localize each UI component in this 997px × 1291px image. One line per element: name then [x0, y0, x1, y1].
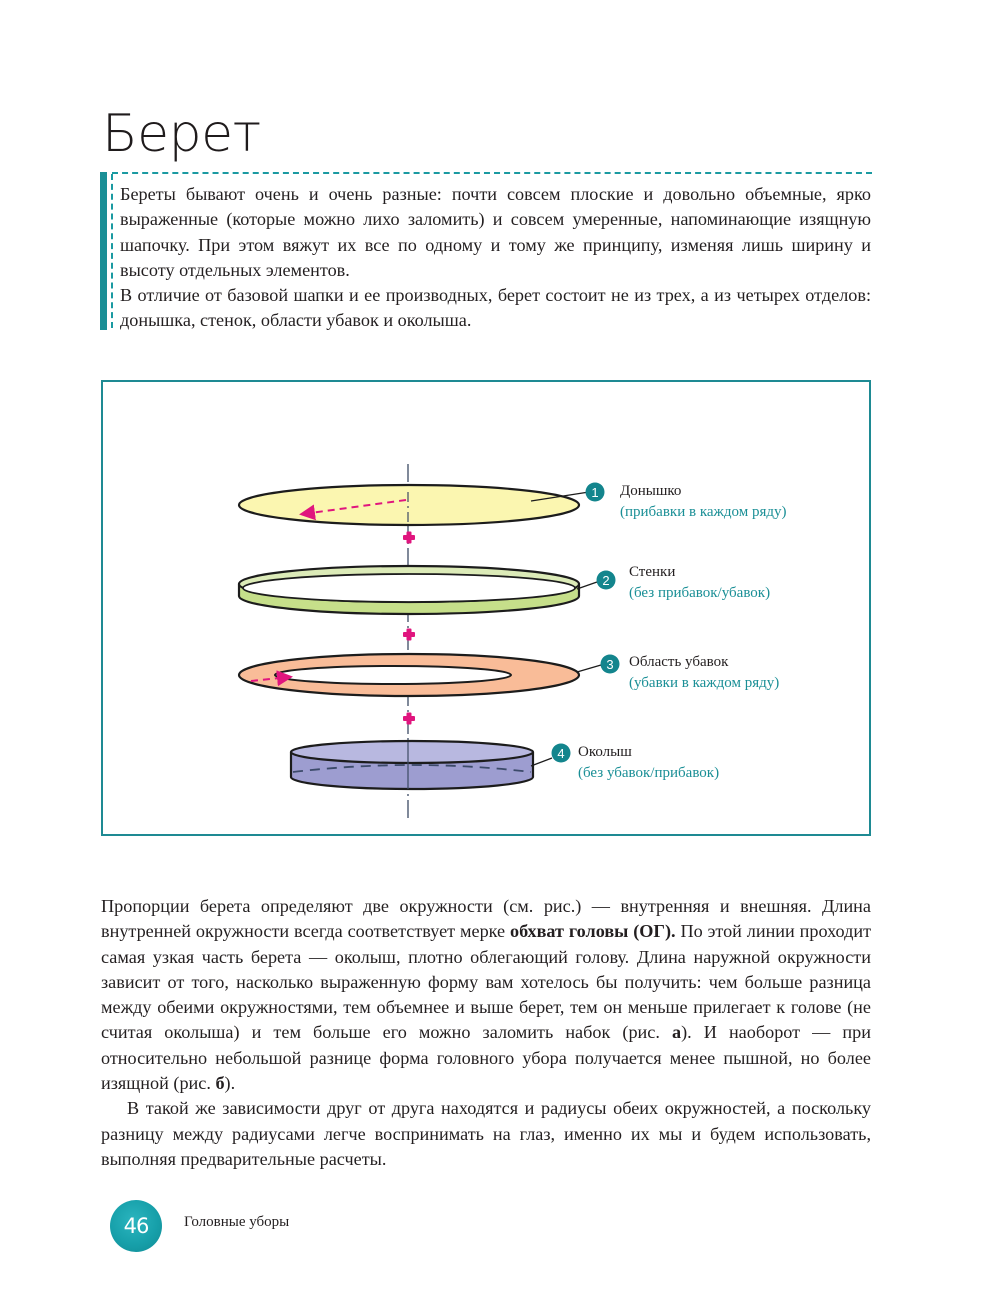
running-title: Головные уборы — [184, 1214, 290, 1230]
intro-callout — [100, 172, 872, 330]
part-label-decreases — [629, 652, 779, 694]
walls-band-shape — [239, 566, 579, 614]
part-label-walls — [629, 562, 770, 604]
body-text — [101, 894, 871, 1172]
text-run: По этой линии проходит самая узкая часть берета — околыш, плотно облегающий голову. Длина наружной окружности зависит от того, насколько выраженную форму вам хотелось бы получить: чем больше разница между обеими окружностями, тем объемнее и выше берет, тем он меньше прилегает к голове (не считая околыша) и тем больше его можно заломить набок (рис. — [101, 921, 872, 1043]
beret-parts-figure — [101, 380, 871, 836]
svg-text:3: 3 — [606, 657, 614, 672]
callout-accent-bar — [100, 172, 107, 330]
decrease-ring-shape — [239, 654, 579, 696]
plus-icon — [403, 629, 415, 641]
term-head-circumference: обхват головы (ОГ). — [510, 921, 676, 942]
body-paragraph-2: В такой же зависимости друг от друга находятся и радиусы обеих окружностей, а поскольку разницу между радиусами легче воспринимать на глаз, именно их мы и будем использовать, выполняя предварительные расчеты. — [101, 1098, 871, 1169]
number-badge-2 — [597, 571, 616, 590]
page-title: Берет — [102, 104, 261, 164]
svg-text:1: 1 — [591, 485, 599, 500]
text-run: ). — [224, 1073, 236, 1094]
leader-line — [577, 665, 601, 672]
body-paragraph-1 — [101, 894, 871, 1096]
part-note: (прибавки в каждом ряду) — [620, 504, 787, 520]
number-badge-4 — [552, 744, 571, 763]
text-run: Пропорции берета определяют две окружности (см. рис.) — внутренняя и внешняя. Длина внутренней окружности всегда соответствует мерке — [101, 896, 871, 942]
page-number-badge: 46 — [110, 1200, 162, 1252]
crown-disc-shape — [239, 485, 579, 525]
part-label-crown — [620, 481, 787, 523]
part-name: Донышко — [620, 483, 682, 499]
number-badge-3 — [601, 655, 620, 674]
intro-paragraph: В отличие от базовой шапки и ее производных, берет состоит не из трех, а из четырех отделов: донышка, стенок, области убавок и околыша. — [120, 285, 871, 331]
part-note: (без убавок/прибавок) — [578, 765, 720, 781]
part-label-headband — [578, 742, 719, 784]
callout-dashed-rule-vertical — [111, 174, 113, 328]
intro-text — [120, 182, 871, 334]
part-note: (убавки в каждом ряду) — [629, 675, 780, 691]
part-name: Околыш — [578, 744, 632, 760]
beret-diagram — [103, 382, 869, 834]
plus-icon — [403, 713, 415, 725]
part-note: (без прибавок/убавок) — [629, 585, 771, 601]
figure-ref-b: б — [215, 1073, 225, 1094]
text-run: ). И наоборот — при относительно небольшой разнице форма головного убора получается менее пышной, но более изящной (рис. — [101, 1022, 871, 1094]
figure-ref-a: а — [671, 1022, 682, 1043]
part-name: Стенки — [629, 564, 676, 580]
intro-paragraph: Береты бывают очень и очень разные: почти совсем плоские и довольно объемные, ярко выраженные (которые можно лихо заломить) и совсем умеренные, напоминающие изящную шапочку. При этом вяжут их все по одному и тому же принципу, изменяя лишь ширину и высоту отдельных элементов. — [120, 184, 871, 280]
number-badge-1 — [586, 483, 605, 502]
headband-shape — [291, 741, 533, 789]
callout-dashed-rule-horizontal — [112, 172, 872, 174]
leader-line — [531, 758, 552, 766]
svg-text:2: 2 — [602, 573, 610, 588]
svg-text:4: 4 — [557, 746, 565, 761]
plus-icon — [403, 532, 415, 544]
part-name: Область убавок — [629, 654, 729, 670]
